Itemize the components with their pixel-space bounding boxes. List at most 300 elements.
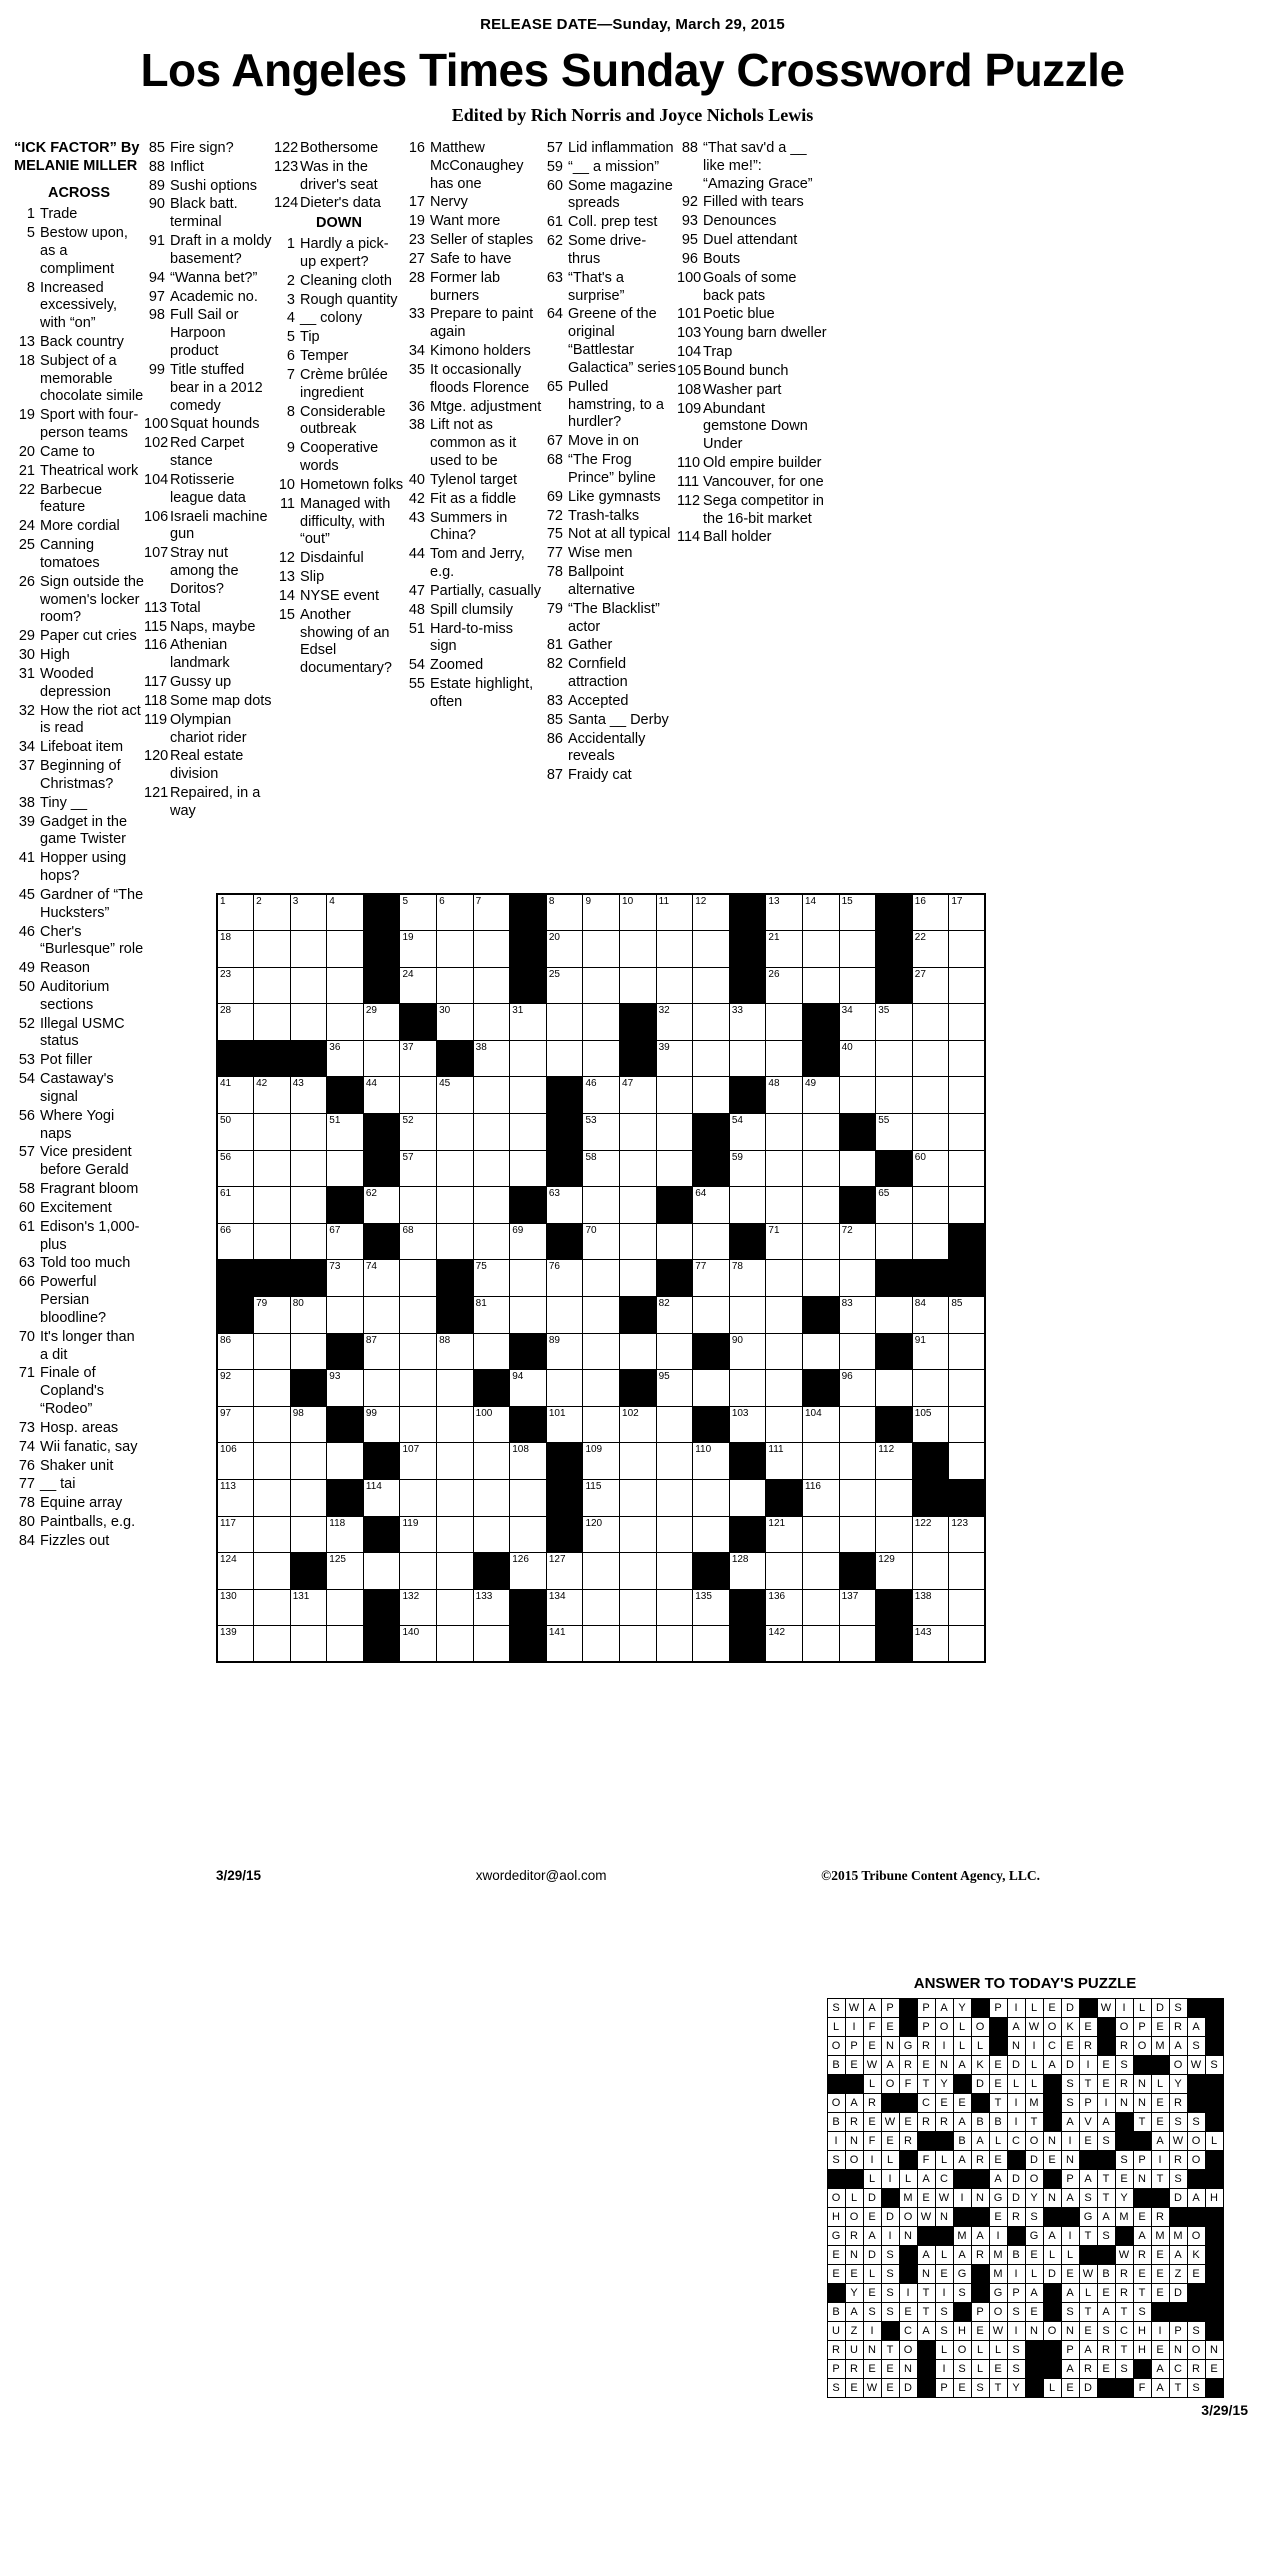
grid-cell[interactable] — [949, 894, 986, 931]
grid-cell[interactable] — [437, 894, 474, 931]
grid-cell[interactable] — [729, 1370, 766, 1407]
grid-cell[interactable] — [693, 1589, 730, 1626]
grid-cell[interactable] — [437, 1443, 474, 1480]
grid-cell[interactable] — [766, 1333, 803, 1370]
grid-cell[interactable] — [510, 1443, 547, 1480]
grid-cell[interactable] — [839, 1589, 876, 1626]
grid-cell[interactable] — [437, 1589, 474, 1626]
grid-cell[interactable] — [254, 1480, 291, 1517]
grid-cell[interactable] — [510, 1223, 547, 1260]
grid-cell[interactable] — [766, 1077, 803, 1114]
grid-cell[interactable] — [437, 1004, 474, 1041]
grid-cell[interactable] — [327, 967, 364, 1004]
grid-cell[interactable] — [217, 1150, 254, 1187]
grid-cell[interactable] — [400, 1443, 437, 1480]
grid-cell[interactable] — [729, 1040, 766, 1077]
grid-cell[interactable] — [254, 1443, 291, 1480]
grid-cell[interactable] — [583, 1114, 620, 1151]
puzzle-grid[interactable] — [216, 893, 986, 1663]
grid-cell[interactable] — [290, 1223, 327, 1260]
grid-cell[interactable] — [839, 1077, 876, 1114]
grid-cell[interactable] — [290, 1589, 327, 1626]
grid-cell[interactable] — [327, 1004, 364, 1041]
grid-cell[interactable] — [803, 1626, 840, 1663]
grid-cell[interactable] — [217, 1077, 254, 1114]
grid-cell[interactable] — [473, 1406, 510, 1443]
grid-cell[interactable] — [363, 1077, 400, 1114]
grid-cell[interactable] — [839, 1040, 876, 1077]
grid-cell[interactable] — [912, 931, 949, 968]
grid-cell[interactable] — [912, 1150, 949, 1187]
grid-cell[interactable] — [363, 1260, 400, 1297]
grid-cell[interactable] — [254, 1297, 291, 1334]
grid-cell[interactable] — [473, 1589, 510, 1626]
grid-cell[interactable] — [473, 1480, 510, 1517]
grid-cell[interactable] — [620, 1626, 657, 1663]
grid-cell[interactable] — [510, 1114, 547, 1151]
grid-cell[interactable] — [876, 1077, 913, 1114]
grid-cell[interactable] — [473, 1150, 510, 1187]
grid-cell[interactable] — [400, 1077, 437, 1114]
grid-cell[interactable] — [473, 967, 510, 1004]
grid-cell[interactable] — [949, 1443, 986, 1480]
grid-cell[interactable] — [510, 1260, 547, 1297]
grid-cell[interactable] — [546, 1333, 583, 1370]
grid-cell[interactable] — [546, 1260, 583, 1297]
grid-cell[interactable] — [839, 1626, 876, 1663]
grid-cell[interactable] — [656, 967, 693, 1004]
grid-cell[interactable] — [839, 1406, 876, 1443]
grid-cell[interactable] — [290, 1333, 327, 1370]
grid-cell[interactable] — [546, 1040, 583, 1077]
grid-cell[interactable] — [217, 894, 254, 931]
grid-cell[interactable] — [290, 1406, 327, 1443]
grid-cell[interactable] — [949, 1626, 986, 1663]
grid-cell[interactable] — [803, 1553, 840, 1590]
grid-cell[interactable] — [766, 1589, 803, 1626]
grid-cell[interactable] — [912, 894, 949, 931]
grid-cell[interactable] — [766, 1370, 803, 1407]
grid-cell[interactable] — [876, 1297, 913, 1334]
grid-cell[interactable] — [949, 1370, 986, 1407]
grid-cell[interactable] — [473, 1040, 510, 1077]
grid-cell[interactable] — [876, 1370, 913, 1407]
grid-cell[interactable] — [766, 1553, 803, 1590]
grid-cell[interactable] — [949, 1553, 986, 1590]
grid-cell[interactable] — [473, 1260, 510, 1297]
grid-cell[interactable] — [400, 1040, 437, 1077]
grid-cell[interactable] — [766, 1443, 803, 1480]
grid-cell[interactable] — [656, 1516, 693, 1553]
grid-cell[interactable] — [583, 1333, 620, 1370]
grid-cell[interactable] — [510, 1516, 547, 1553]
grid-cell[interactable] — [217, 1370, 254, 1407]
grid-cell[interactable] — [620, 1187, 657, 1224]
grid-cell[interactable] — [803, 1150, 840, 1187]
grid-cell[interactable] — [583, 1626, 620, 1663]
grid-cell[interactable] — [656, 1589, 693, 1626]
grid-cell[interactable] — [327, 1297, 364, 1334]
grid-cell[interactable] — [839, 1370, 876, 1407]
grid-cell[interactable] — [290, 1297, 327, 1334]
grid-cell[interactable] — [693, 894, 730, 931]
grid-cell[interactable] — [400, 894, 437, 931]
grid-cell[interactable] — [876, 1040, 913, 1077]
grid-cell[interactable] — [400, 1223, 437, 1260]
grid-cell[interactable] — [217, 1406, 254, 1443]
grid-cell[interactable] — [729, 1187, 766, 1224]
grid-cell[interactable] — [839, 1150, 876, 1187]
grid-cell[interactable] — [912, 1114, 949, 1151]
grid-cell[interactable] — [363, 1040, 400, 1077]
grid-cell[interactable] — [839, 894, 876, 931]
grid-cell[interactable] — [400, 1297, 437, 1334]
grid-cell[interactable] — [290, 1004, 327, 1041]
grid-cell[interactable] — [510, 1004, 547, 1041]
grid-cell[interactable] — [473, 1516, 510, 1553]
grid-cell[interactable] — [510, 1297, 547, 1334]
grid-cell[interactable] — [254, 1516, 291, 1553]
grid-cell[interactable] — [510, 1553, 547, 1590]
grid-cell[interactable] — [254, 1004, 291, 1041]
grid-cell[interactable] — [473, 1333, 510, 1370]
grid-cell[interactable] — [546, 931, 583, 968]
grid-cell[interactable] — [876, 1114, 913, 1151]
grid-cell[interactable] — [620, 1150, 657, 1187]
grid-cell[interactable] — [583, 1004, 620, 1041]
grid-cell[interactable] — [912, 1370, 949, 1407]
grid-cell[interactable] — [656, 1626, 693, 1663]
grid-cell[interactable] — [766, 1406, 803, 1443]
grid-cell[interactable] — [254, 1223, 291, 1260]
grid-cell[interactable] — [217, 1004, 254, 1041]
grid-cell[interactable] — [510, 1077, 547, 1114]
grid-cell[interactable] — [949, 1516, 986, 1553]
grid-cell[interactable] — [400, 1516, 437, 1553]
grid-cell[interactable] — [620, 1553, 657, 1590]
grid-cell[interactable] — [400, 931, 437, 968]
grid-cell[interactable] — [912, 1297, 949, 1334]
grid-cell[interactable] — [766, 1004, 803, 1041]
grid-cell[interactable] — [437, 931, 474, 968]
grid-cell[interactable] — [254, 1333, 291, 1370]
grid-cell[interactable] — [583, 1370, 620, 1407]
grid-cell[interactable] — [437, 1553, 474, 1590]
grid-cell[interactable] — [766, 1260, 803, 1297]
grid-cell[interactable] — [876, 1516, 913, 1553]
grid-cell[interactable] — [363, 1480, 400, 1517]
grid-cell[interactable] — [656, 1114, 693, 1151]
grid-cell[interactable] — [620, 931, 657, 968]
grid-cell[interactable] — [912, 1516, 949, 1553]
grid-cell[interactable] — [620, 1333, 657, 1370]
grid-cell[interactable] — [839, 1480, 876, 1517]
grid-cell[interactable] — [217, 1516, 254, 1553]
grid-cell[interactable] — [729, 1553, 766, 1590]
grid-cell[interactable] — [363, 1004, 400, 1041]
grid-cell[interactable] — [327, 1260, 364, 1297]
grid-cell[interactable] — [546, 1297, 583, 1334]
grid-cell[interactable] — [729, 1406, 766, 1443]
grid-cell[interactable] — [729, 1260, 766, 1297]
grid-cell[interactable] — [254, 1077, 291, 1114]
grid-cell[interactable] — [656, 1333, 693, 1370]
grid-cell[interactable] — [437, 1187, 474, 1224]
grid-cell[interactable] — [803, 1260, 840, 1297]
grid-cell[interactable] — [473, 931, 510, 968]
grid-cell[interactable] — [876, 1187, 913, 1224]
grid-cell[interactable] — [583, 894, 620, 931]
grid-cell[interactable] — [803, 1077, 840, 1114]
grid-cell[interactable] — [254, 1406, 291, 1443]
grid-cell[interactable] — [327, 1223, 364, 1260]
grid-cell[interactable] — [620, 1480, 657, 1517]
grid-cell[interactable] — [546, 1589, 583, 1626]
grid-cell[interactable] — [693, 1480, 730, 1517]
grid-cell[interactable] — [729, 1004, 766, 1041]
grid-cell[interactable] — [400, 1370, 437, 1407]
grid-cell[interactable] — [693, 1260, 730, 1297]
grid-cell[interactable] — [217, 1187, 254, 1224]
grid-cell[interactable] — [693, 1370, 730, 1407]
grid-cell[interactable] — [546, 1553, 583, 1590]
grid-cell[interactable] — [327, 1370, 364, 1407]
grid-cell[interactable] — [766, 931, 803, 968]
grid-cell[interactable] — [254, 894, 291, 931]
grid-cell[interactable] — [729, 1297, 766, 1334]
grid-cell[interactable] — [693, 1626, 730, 1663]
grid-cell[interactable] — [583, 1443, 620, 1480]
grid-cell[interactable] — [363, 1553, 400, 1590]
grid-cell[interactable] — [693, 1223, 730, 1260]
grid-cell[interactable] — [912, 967, 949, 1004]
grid-cell[interactable] — [949, 1589, 986, 1626]
grid-cell[interactable] — [583, 1077, 620, 1114]
grid-cell[interactable] — [290, 1114, 327, 1151]
grid-cell[interactable] — [400, 1553, 437, 1590]
grid-cell[interactable] — [510, 1370, 547, 1407]
grid-cell[interactable] — [912, 1589, 949, 1626]
grid-cell[interactable] — [583, 1553, 620, 1590]
grid-cell[interactable] — [620, 1443, 657, 1480]
grid-cell[interactable] — [839, 1223, 876, 1260]
grid-cell[interactable] — [839, 931, 876, 968]
grid-cell[interactable] — [327, 1626, 364, 1663]
grid-cell[interactable] — [803, 1480, 840, 1517]
grid-cell[interactable] — [290, 1150, 327, 1187]
grid-cell[interactable] — [803, 1114, 840, 1151]
grid-cell[interactable] — [766, 967, 803, 1004]
grid-cell[interactable] — [949, 1187, 986, 1224]
grid-cell[interactable] — [400, 967, 437, 1004]
grid-cell[interactable] — [693, 1516, 730, 1553]
grid-cell[interactable] — [839, 1333, 876, 1370]
grid-cell[interactable] — [766, 894, 803, 931]
grid-cell[interactable] — [876, 1004, 913, 1041]
grid-cell[interactable] — [363, 1187, 400, 1224]
grid-cell[interactable] — [693, 1077, 730, 1114]
grid-cell[interactable] — [949, 1114, 986, 1151]
grid-cell[interactable] — [437, 1077, 474, 1114]
grid-cell[interactable] — [327, 1040, 364, 1077]
grid-cell[interactable] — [839, 1516, 876, 1553]
grid-cell[interactable] — [656, 1223, 693, 1260]
grid-cell[interactable] — [546, 1626, 583, 1663]
grid-cell[interactable] — [949, 1004, 986, 1041]
grid-cell[interactable] — [546, 1406, 583, 1443]
grid-cell[interactable] — [839, 967, 876, 1004]
grid-cell[interactable] — [620, 1406, 657, 1443]
grid-cell[interactable] — [583, 1516, 620, 1553]
grid-cell[interactable] — [656, 894, 693, 931]
grid-cell[interactable] — [583, 931, 620, 968]
grid-cell[interactable] — [546, 1004, 583, 1041]
grid-cell[interactable] — [583, 1406, 620, 1443]
grid-cell[interactable] — [693, 1040, 730, 1077]
grid-cell[interactable] — [839, 1260, 876, 1297]
grid-cell[interactable] — [546, 1187, 583, 1224]
grid-cell[interactable] — [583, 1150, 620, 1187]
grid-cell[interactable] — [949, 1333, 986, 1370]
grid-cell[interactable] — [290, 1077, 327, 1114]
grid-cell[interactable] — [766, 1040, 803, 1077]
grid-cell[interactable] — [437, 1370, 474, 1407]
grid-cell[interactable] — [400, 1406, 437, 1443]
grid-cell[interactable] — [473, 1443, 510, 1480]
grid-cell[interactable] — [437, 1223, 474, 1260]
grid-cell[interactable] — [583, 1260, 620, 1297]
grid-cell[interactable] — [766, 1187, 803, 1224]
grid-cell[interactable] — [912, 1040, 949, 1077]
grid-cell[interactable] — [803, 1406, 840, 1443]
grid-cell[interactable] — [254, 1553, 291, 1590]
grid-cell[interactable] — [254, 1187, 291, 1224]
grid-cell[interactable] — [400, 1333, 437, 1370]
grid-cell[interactable] — [254, 1626, 291, 1663]
grid-cell[interactable] — [693, 1443, 730, 1480]
grid-cell[interactable] — [363, 1297, 400, 1334]
grid-cell[interactable] — [803, 1516, 840, 1553]
grid-cell[interactable] — [583, 1297, 620, 1334]
grid-cell[interactable] — [693, 1187, 730, 1224]
grid-cell[interactable] — [620, 894, 657, 931]
grid-cell[interactable] — [949, 1406, 986, 1443]
grid-cell[interactable] — [912, 1333, 949, 1370]
grid-cell[interactable] — [400, 1150, 437, 1187]
grid-cell[interactable] — [510, 1040, 547, 1077]
grid-cell[interactable] — [949, 1040, 986, 1077]
grid-cell[interactable] — [437, 1406, 474, 1443]
grid-cell[interactable] — [290, 1626, 327, 1663]
grid-cell[interactable] — [839, 1297, 876, 1334]
grid-cell[interactable] — [327, 1589, 364, 1626]
grid-cell[interactable] — [803, 931, 840, 968]
grid-cell[interactable] — [400, 1114, 437, 1151]
grid-cell[interactable] — [583, 1480, 620, 1517]
grid-cell[interactable] — [656, 1297, 693, 1334]
grid-cell[interactable] — [803, 894, 840, 931]
grid-cell[interactable] — [327, 1516, 364, 1553]
grid-cell[interactable] — [693, 1004, 730, 1041]
grid-cell[interactable] — [620, 1589, 657, 1626]
grid-cell[interactable] — [839, 1443, 876, 1480]
grid-cell[interactable] — [803, 1333, 840, 1370]
grid-cell[interactable] — [766, 1114, 803, 1151]
grid-cell[interactable] — [363, 1370, 400, 1407]
grid-cell[interactable] — [876, 1443, 913, 1480]
grid-cell[interactable] — [363, 1333, 400, 1370]
grid-cell[interactable] — [473, 1223, 510, 1260]
grid-cell[interactable] — [327, 1553, 364, 1590]
grid-cell[interactable] — [656, 1443, 693, 1480]
grid-cell[interactable] — [949, 1077, 986, 1114]
grid-cell[interactable] — [473, 1077, 510, 1114]
grid-cell[interactable] — [217, 931, 254, 968]
grid-cell[interactable] — [693, 931, 730, 968]
grid-cell[interactable] — [290, 1187, 327, 1224]
grid-cell[interactable] — [583, 967, 620, 1004]
grid-cell[interactable] — [693, 967, 730, 1004]
grid-cell[interactable] — [876, 1480, 913, 1517]
grid-cell[interactable] — [656, 1480, 693, 1517]
grid-cell[interactable] — [876, 1553, 913, 1590]
grid-cell[interactable] — [290, 894, 327, 931]
grid-cell[interactable] — [766, 1626, 803, 1663]
grid-cell[interactable] — [290, 1443, 327, 1480]
grid-cell[interactable] — [949, 1297, 986, 1334]
grid-cell[interactable] — [437, 1626, 474, 1663]
grid-cell[interactable] — [583, 1589, 620, 1626]
grid-cell[interactable] — [583, 1040, 620, 1077]
grid-cell[interactable] — [254, 1370, 291, 1407]
grid-cell[interactable] — [327, 1443, 364, 1480]
grid-cell[interactable] — [803, 1443, 840, 1480]
grid-cell[interactable] — [656, 1004, 693, 1041]
grid-cell[interactable] — [217, 1626, 254, 1663]
grid-cell[interactable] — [327, 1114, 364, 1151]
grid-cell[interactable] — [839, 1004, 876, 1041]
grid-cell[interactable] — [729, 1480, 766, 1517]
grid-cell[interactable] — [327, 894, 364, 931]
grid-cell[interactable] — [437, 1516, 474, 1553]
grid-cell[interactable] — [803, 967, 840, 1004]
grid-cell[interactable] — [620, 1114, 657, 1151]
grid-cell[interactable] — [437, 1333, 474, 1370]
grid-cell[interactable] — [912, 1077, 949, 1114]
grid-cell[interactable] — [912, 1626, 949, 1663]
grid-cell[interactable] — [473, 1187, 510, 1224]
grid-cell[interactable] — [400, 1480, 437, 1517]
grid-cell[interactable] — [656, 1370, 693, 1407]
grid-cell[interactable] — [254, 1114, 291, 1151]
grid-cell[interactable] — [876, 1223, 913, 1260]
grid-cell[interactable] — [766, 1297, 803, 1334]
grid-cell[interactable] — [254, 931, 291, 968]
grid-cell[interactable] — [583, 1223, 620, 1260]
grid-cell[interactable] — [912, 1004, 949, 1041]
grid-cell[interactable] — [473, 1004, 510, 1041]
grid-cell[interactable] — [400, 1187, 437, 1224]
grid-cell[interactable] — [327, 1150, 364, 1187]
grid-cell[interactable] — [217, 1333, 254, 1370]
grid-cell[interactable] — [400, 1589, 437, 1626]
grid-cell[interactable] — [290, 1516, 327, 1553]
footer-email[interactable]: xwordeditor@aol.com — [475, 1868, 607, 1883]
grid-cell[interactable] — [803, 1187, 840, 1224]
grid-cell[interactable] — [546, 967, 583, 1004]
grid-cell[interactable] — [729, 1114, 766, 1151]
grid-cell[interactable] — [217, 1114, 254, 1151]
